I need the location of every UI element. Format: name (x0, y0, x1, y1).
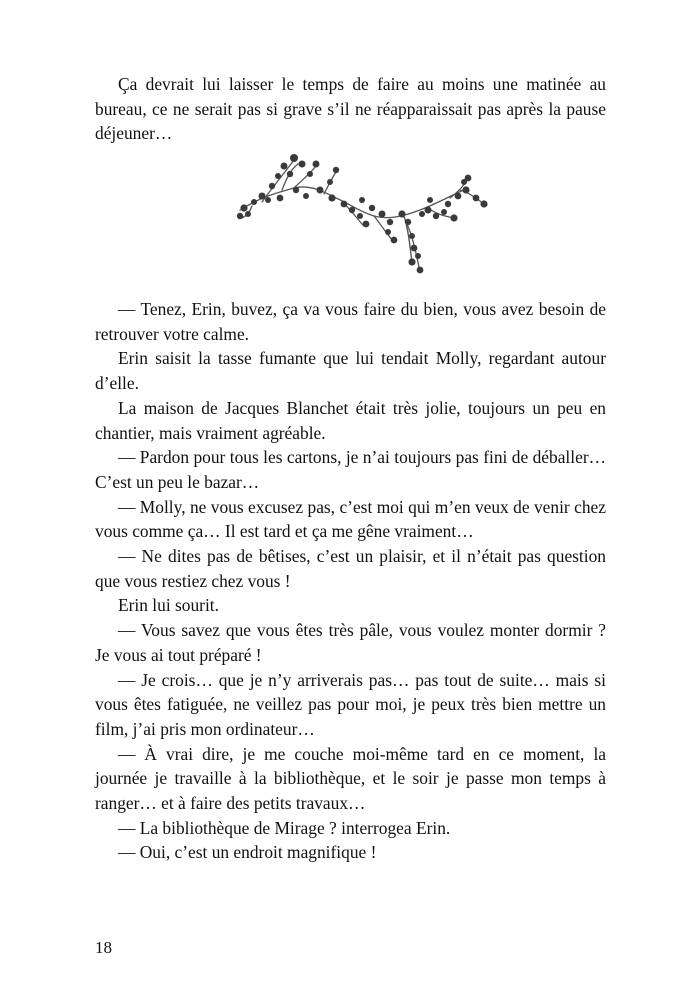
berry-mark (287, 171, 293, 177)
berry-mark (259, 193, 266, 200)
berry-mark (265, 197, 271, 203)
berry-mark (391, 237, 398, 244)
text-block-main (95, 297, 606, 865)
berry-mark (251, 199, 257, 205)
berry-mark (313, 161, 320, 168)
text-block-top (95, 72, 606, 146)
berry-mark (327, 179, 333, 185)
paragraph: — Pardon pour tous les cartons, je n’ai toujours pas fini de déballer… C’est un peu le bazar… (95, 447, 606, 492)
paragraph: Erin lui sourit. (118, 595, 219, 616)
berry-mark (269, 183, 275, 189)
berry-mark (333, 167, 339, 173)
berry-mark (379, 211, 386, 218)
paragraph: — La bibliothèque de Mirage ? interrogea Erin. (118, 817, 451, 838)
berry-mark (450, 214, 457, 221)
berry-mark (433, 213, 439, 219)
berry-mark (359, 197, 365, 203)
paragraph: — Oui, c’est un endroit magnifique ! (118, 842, 377, 863)
berry-mark (275, 173, 281, 179)
berry-mark (425, 207, 432, 214)
paragraph: Erin saisit la tasse fumante que lui tendait Molly, regardant autour d’elle. (95, 348, 606, 394)
berry-mark (409, 233, 415, 239)
berry-mark (462, 186, 469, 193)
berry-mark (237, 213, 243, 219)
berry-mark (411, 245, 418, 252)
berry-mark (317, 187, 324, 194)
berry-mark (445, 201, 451, 207)
paragraph: — À vrai dire, je me couche moi-même tard en ce moment, la journée je travaille à la bibliothèque, et le soir je passe mon temps à ranger… et à faire des petits travaux… (95, 743, 606, 814)
berry-mark (245, 211, 251, 217)
paragraph: — Je crois… que je n’y arriverais pas… pas tout de suite… mais si vous êtes fatiguée, ne veillez pas pour moi, je peux très bien mettre un film, j’ai pris mon ordinateur… (95, 669, 606, 739)
berry-mark (328, 194, 335, 201)
paragraph: — Molly, ne vous excusez pas, c’est moi qui m’en veux de venir chez vous comme ça… Il est tard et ça me gêne vraiment… (95, 496, 606, 542)
berry-mark (408, 258, 415, 265)
berry-mark (303, 193, 309, 199)
berry-mark (427, 197, 433, 203)
paragraph: — Ne dites pas de bêtises, c’est un plaisir, et il n’était pas question que vous restiez chez vous ! (95, 546, 606, 591)
berry-mark (385, 229, 391, 235)
paragraph: — Vous savez que vous êtes très pâle, vous voulez monter dormir ? Je vous ai tout préparé ! (95, 620, 606, 665)
berry-mark (387, 219, 393, 225)
berry-mark (405, 219, 411, 225)
berry-mark (281, 163, 288, 170)
paragraph: La maison de Jacques Blanchet était très jolie, toujours un peu en chantier, mais vraiment agréable. (95, 397, 606, 443)
berry-mark (307, 171, 313, 177)
berry-mark (290, 154, 298, 162)
berry-mark (415, 253, 421, 259)
berry-mark (461, 179, 467, 185)
berry-mark (357, 213, 363, 219)
paragraph: Ça devrait lui laisser le temps de faire au moins une matinée au bureau, ce ne serait pas si grave s’il ne réapparaissait pas après la pause déjeuner… (95, 74, 606, 144)
berry-mark (299, 161, 306, 168)
berry-mark (277, 195, 284, 202)
berry-mark (293, 187, 299, 193)
berry-mark (363, 221, 370, 228)
berry-mark (417, 267, 424, 274)
berry-mark (398, 210, 405, 217)
berry-branch-icon (232, 152, 496, 280)
berry-mark (455, 193, 462, 200)
page-number: 18 (95, 938, 112, 957)
berry-mark (341, 201, 348, 208)
berry-mark (419, 211, 425, 217)
berry-mark (441, 209, 447, 215)
berry-mark (480, 200, 487, 207)
paragraph: — Tenez, Erin, buvez, ça va vous faire du bien, vous avez besoin de retrouver votre calme. (95, 299, 606, 344)
berry-mark (473, 195, 480, 202)
berry-mark (349, 207, 355, 213)
berry-mark (369, 205, 375, 211)
berry-mark (240, 204, 247, 211)
